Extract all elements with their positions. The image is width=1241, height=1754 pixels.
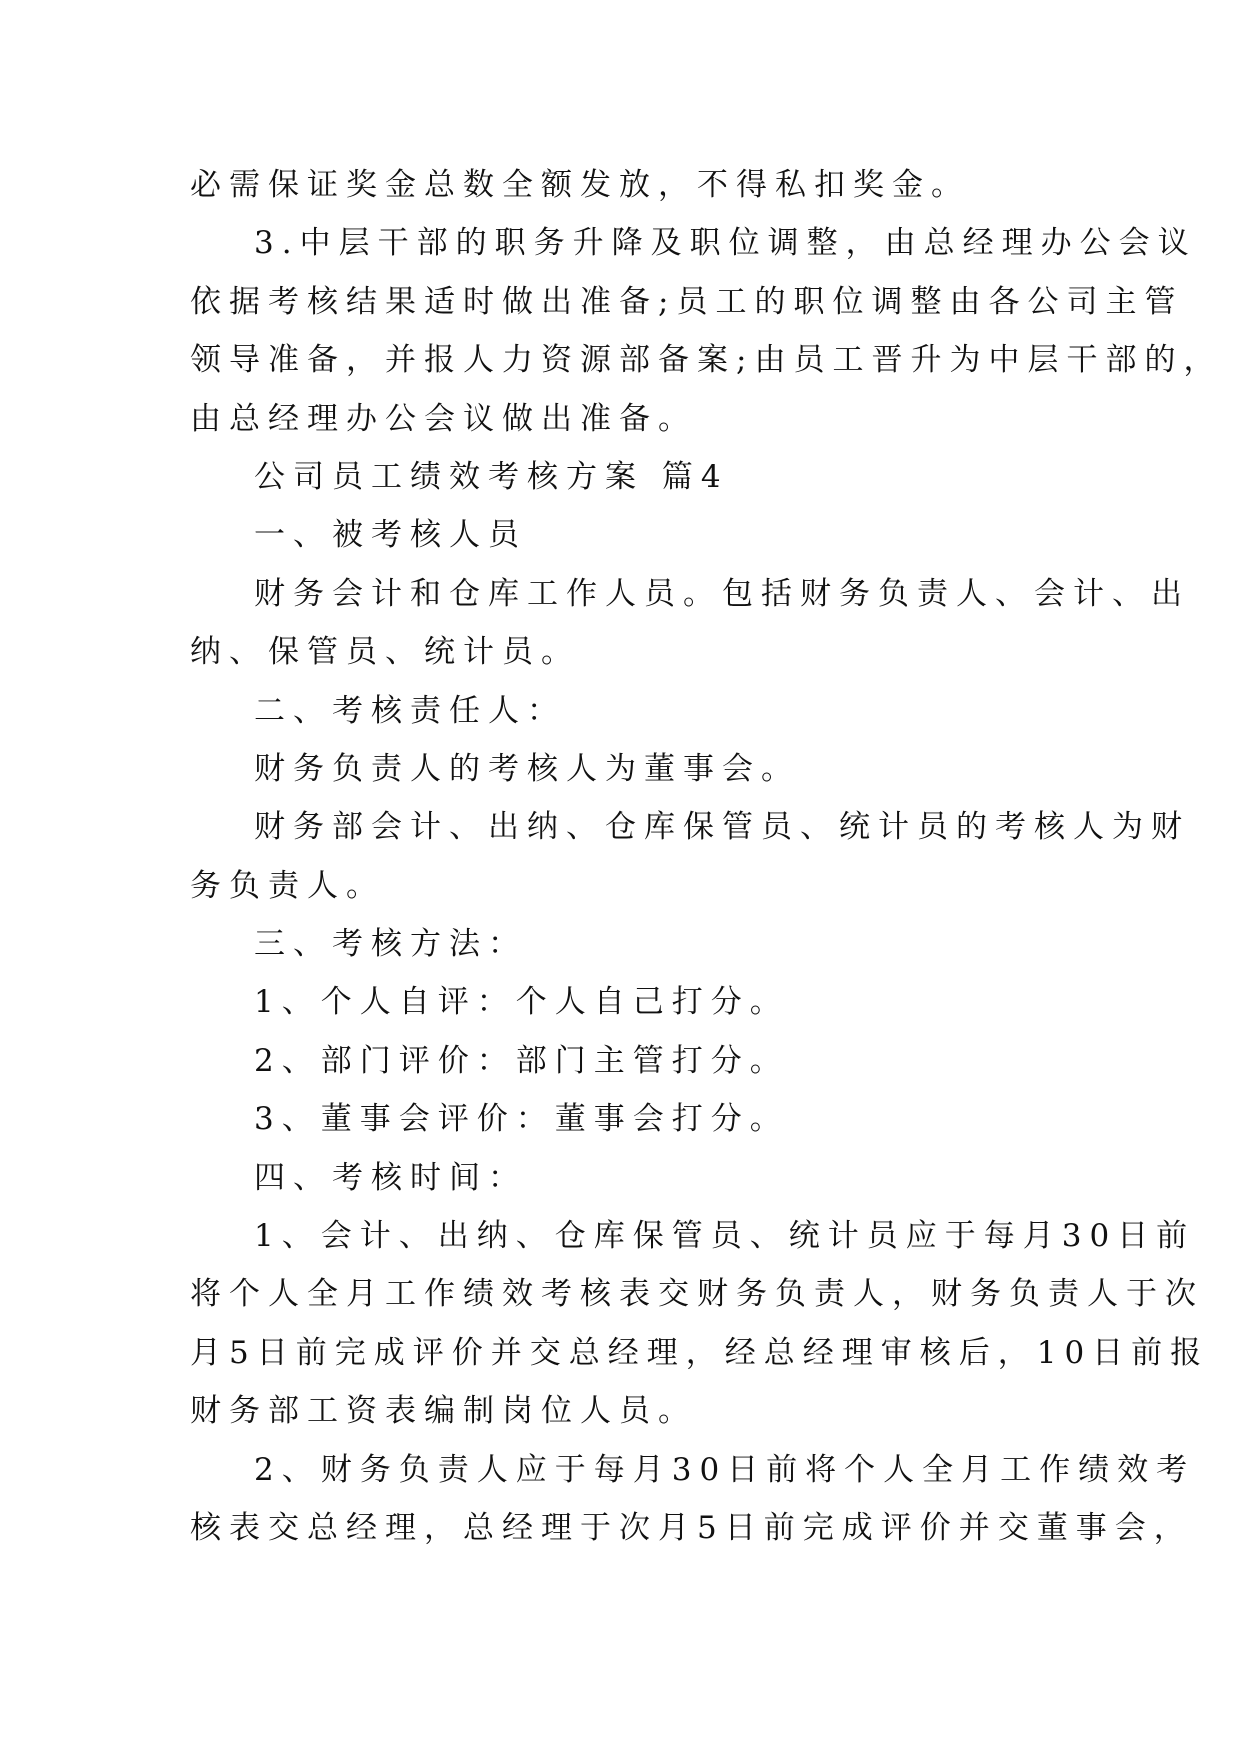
- text-line: 必需保证奖金总数全额发放，不得私扣奖金。: [190, 167, 970, 203]
- text-line: 3.中层干部的职务升降及职位调整，由总经理办公会议: [254, 225, 1197, 262]
- text-line: 财务部会计、出纳、仓库保管员、统计员的考核人为财: [254, 809, 1190, 846]
- list-item: 2、部门评价：部门主管打分。: [254, 1042, 789, 1079]
- subheading: 三、考核方法：: [254, 926, 527, 963]
- text-line: 由总经理办公会议做出准备。: [190, 400, 697, 437]
- text-line: 将个人全月工作绩效考核表交财务负责人，财务负责人于次: [190, 1276, 1204, 1313]
- subheading: 二、考核责任人：: [254, 692, 566, 729]
- text-line: 月5日前完成评价并交总经理，经总经理审核后，10日前报: [190, 1334, 1210, 1371]
- text-line: 纳、保管员、统计员。: [190, 634, 580, 671]
- text-line: 财务负责人的考核人为董事会。: [254, 750, 800, 787]
- text-line: 1、会计、出纳、仓库保管员、统计员应于每月30日前: [254, 1218, 1196, 1255]
- list-item: 1、个人自评：个人自己打分。: [254, 984, 789, 1021]
- text-line: 务负责人。: [190, 867, 385, 904]
- section-heading: 公司员工绩效考核方案 篇4: [254, 458, 729, 495]
- text-line: 财务会计和仓库工作人员。包括财务负责人、会计、出: [254, 575, 1190, 612]
- subheading: 一、被考核人员: [254, 517, 527, 554]
- text-line: 财务部工资表编制岗位人员。: [190, 1393, 697, 1430]
- text-line: 2、财务负责人应于每月30日前将个人全月工作绩效考: [254, 1451, 1196, 1488]
- text-line: 领导准备，并报人力资源部备案;由员工晋升为中层干部的，: [190, 342, 1223, 379]
- document-body: [190, 156, 1223, 1557]
- text-line: 核表交总经理，总经理于次月5日前完成评价并交董事会，: [190, 1509, 1193, 1546]
- list-item: 3、董事会评价：董事会打分。: [254, 1101, 789, 1138]
- subheading: 四、考核时间：: [254, 1159, 527, 1196]
- text-line: 依据考核结果适时做出准备;员工的职位调整由各公司主管: [190, 283, 1184, 320]
